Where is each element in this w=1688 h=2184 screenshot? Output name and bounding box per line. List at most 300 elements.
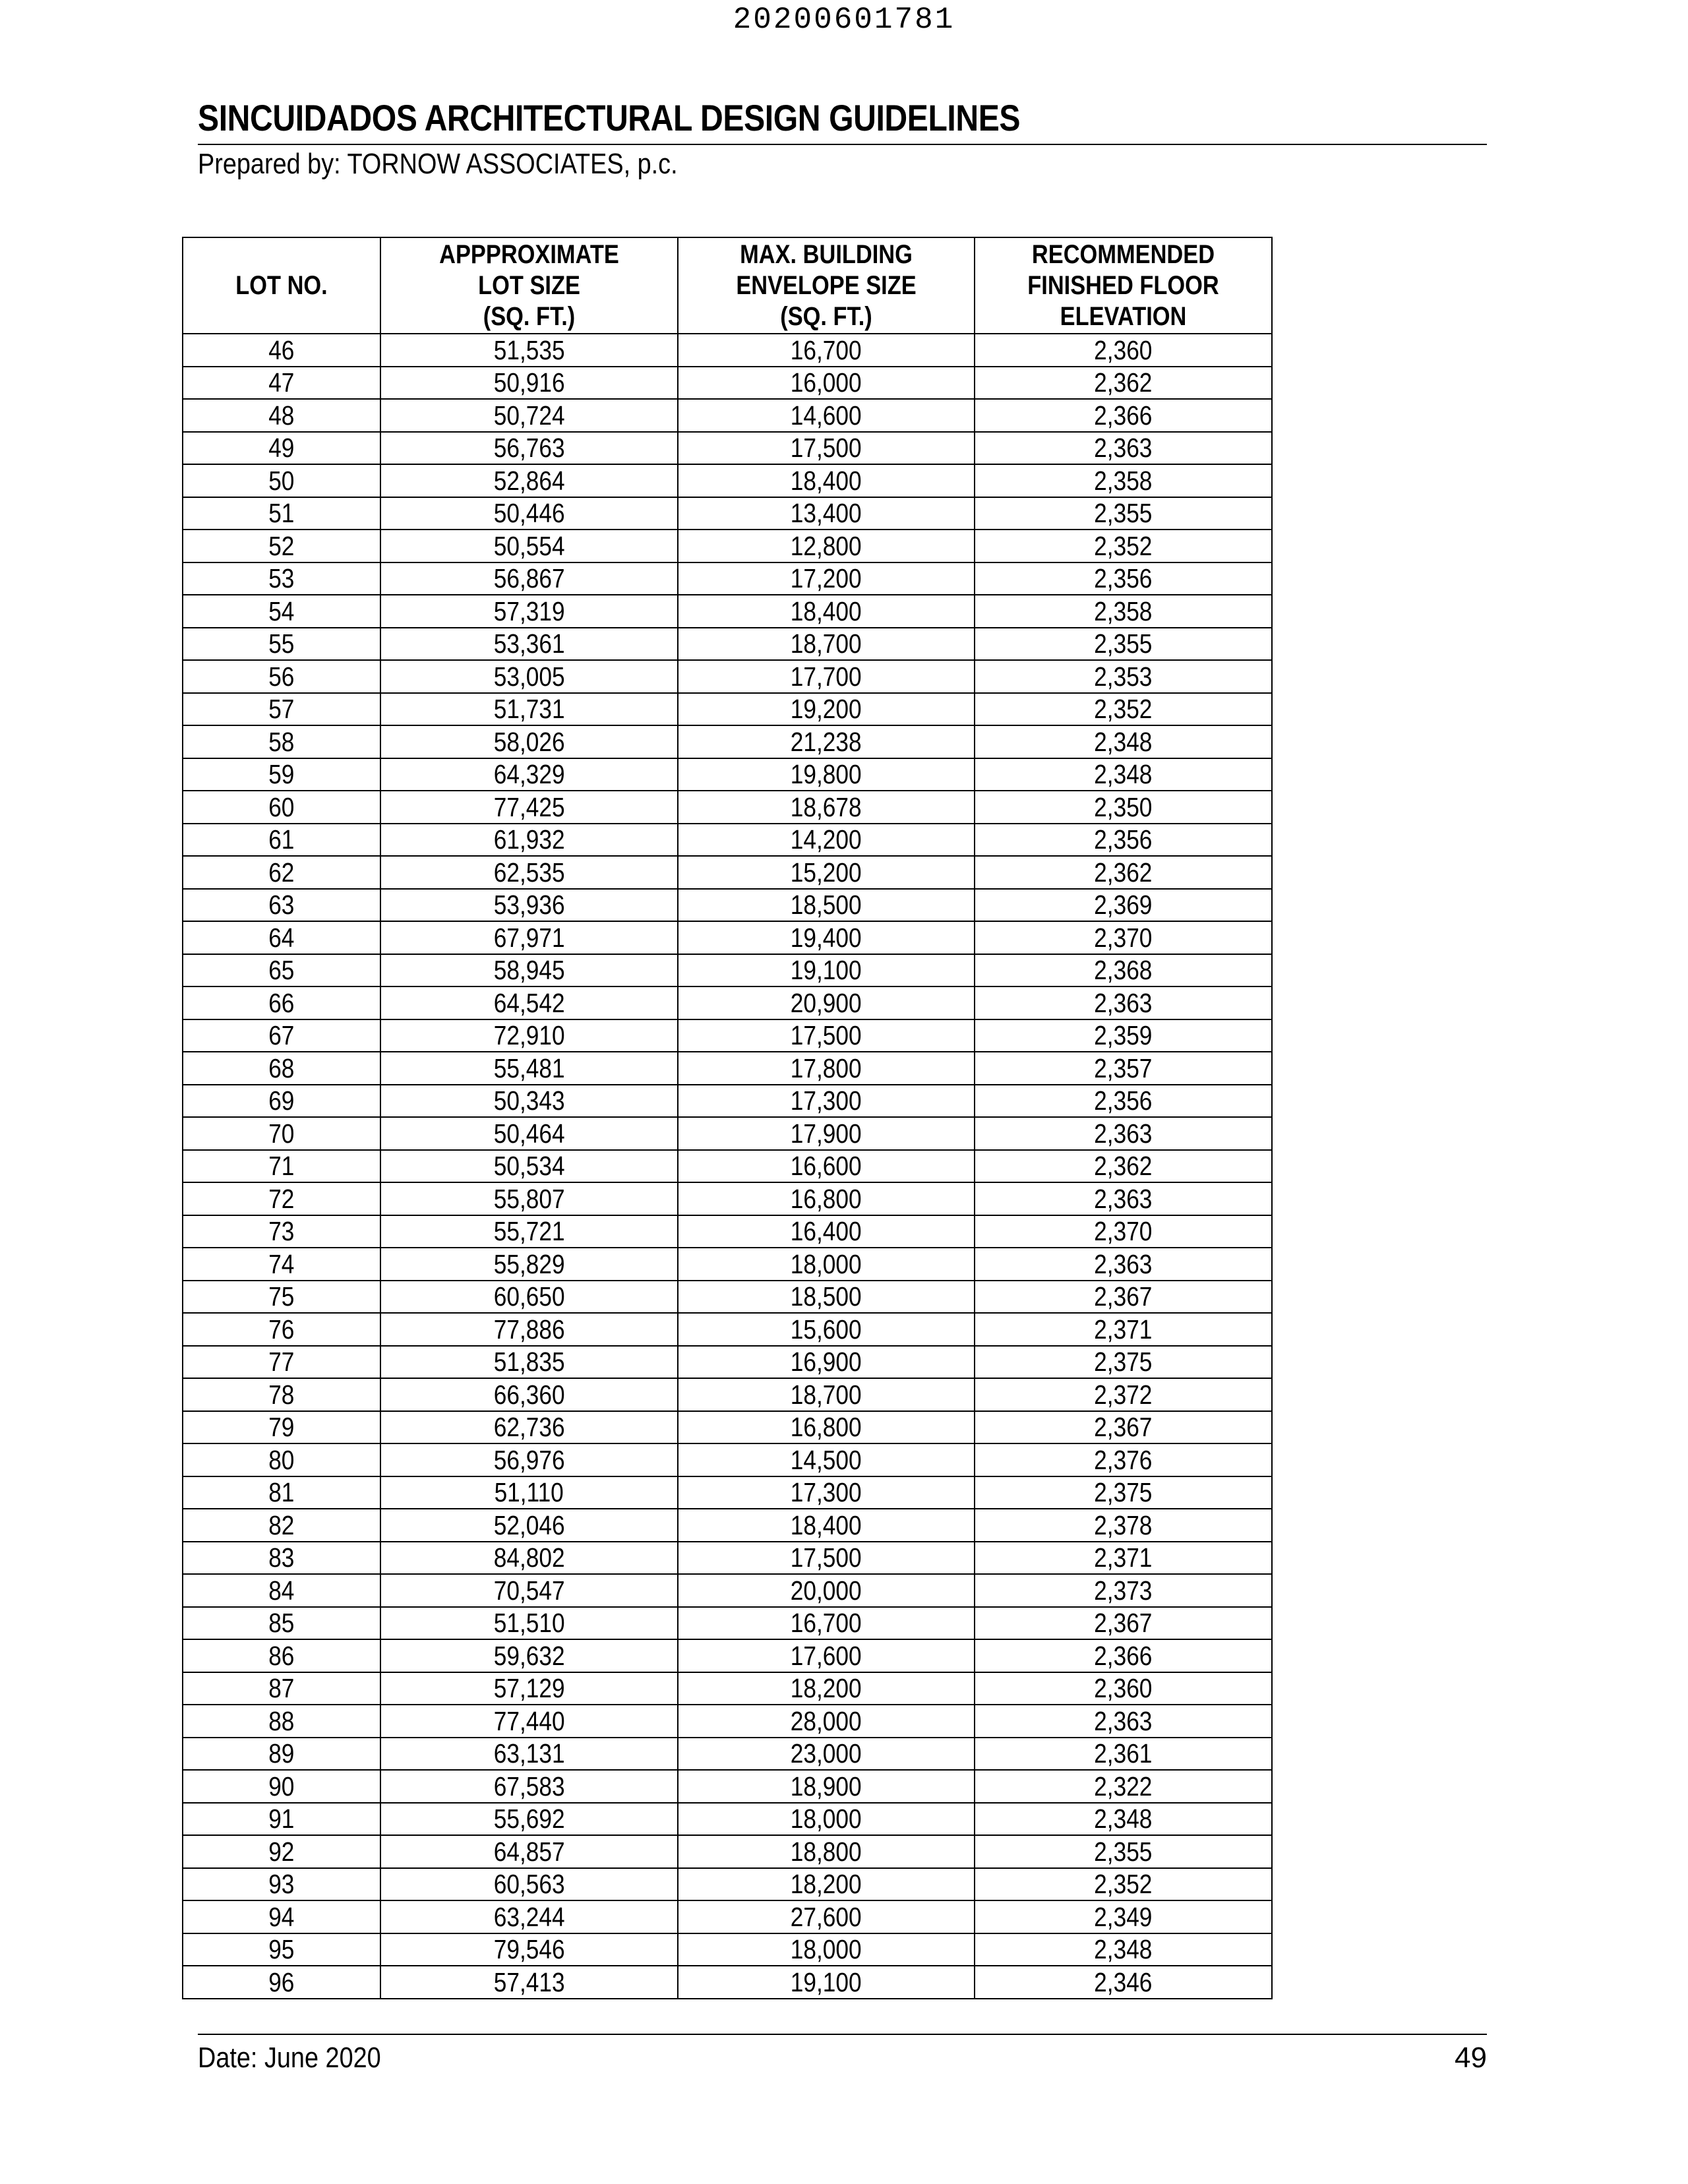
cell-text: 66 (268, 987, 295, 1018)
table-row (183, 1215, 1272, 1248)
cell-text: 54 (268, 595, 295, 626)
cell-text: 15,600 (791, 1314, 862, 1345)
cell-text: 17,800 (791, 1052, 862, 1083)
cell-envelope-size (678, 1150, 975, 1183)
cell-envelope-size (678, 1052, 975, 1085)
cell-text: 55,481 (493, 1052, 565, 1083)
cell-text: 60 (268, 791, 295, 822)
cell-envelope-size (678, 1835, 975, 1868)
cell-lot-size (380, 334, 678, 367)
header-line: LOT SIZE (478, 270, 580, 300)
cell-text: 66,360 (493, 1379, 565, 1410)
table-row (183, 1117, 1272, 1150)
cell-floor-elevation (975, 530, 1272, 562)
cell-envelope-size (678, 1542, 975, 1575)
cell-text: 2,376 (1094, 1444, 1153, 1475)
cell-envelope-size (678, 399, 975, 432)
cell-text: 2,357 (1094, 1052, 1153, 1083)
cell-text: 2,360 (1094, 1673, 1153, 1704)
cell-lot-no (183, 856, 380, 889)
cell-lot-size (380, 628, 678, 661)
table-row (183, 1509, 1272, 1542)
cell-text: 50,343 (493, 1085, 565, 1116)
cell-envelope-size (678, 1933, 975, 1966)
cell-text: 63,131 (493, 1738, 565, 1769)
cell-text: 19,400 (791, 922, 862, 953)
cell-text: 93 (268, 1869, 295, 1900)
cell-text: 81 (268, 1477, 295, 1508)
cell-lot-no (183, 1346, 380, 1379)
cell-text: 2,353 (1094, 661, 1153, 692)
cell-lot-no (183, 530, 380, 562)
cell-envelope-size (678, 432, 975, 465)
cell-envelope-size (678, 497, 975, 530)
cell-text: 17,600 (791, 1640, 862, 1671)
header-line: (SQ. FT.) (780, 301, 872, 331)
table-row (183, 1281, 1272, 1314)
cell-floor-elevation (975, 986, 1272, 1019)
cell-text: 67,971 (493, 922, 565, 953)
table-row (183, 1672, 1272, 1705)
cell-text: 62,736 (493, 1412, 565, 1443)
table-row (183, 1607, 1272, 1640)
table-row (183, 954, 1272, 987)
cell-text: 84,802 (493, 1542, 565, 1573)
table-row (183, 464, 1272, 497)
cell-text: 13,400 (791, 498, 862, 529)
cell-text: 16,700 (791, 1608, 862, 1639)
cell-text: 2,346 (1094, 1966, 1153, 1997)
cell-envelope-size (678, 530, 975, 562)
cell-text: 94 (268, 1901, 295, 1932)
cell-floor-elevation (975, 1966, 1272, 1999)
cell-lot-no (183, 758, 380, 791)
cell-text: 50,724 (493, 400, 565, 431)
cell-text: 2,375 (1094, 1477, 1153, 1508)
column-header-lot-no (183, 237, 380, 334)
cell-lot-size (380, 1150, 678, 1183)
cell-floor-elevation (975, 1574, 1272, 1607)
cell-text: 52,864 (493, 465, 565, 496)
cell-lot-size (380, 1933, 678, 1966)
table-row (183, 986, 1272, 1019)
cell-envelope-size (678, 856, 975, 889)
cell-text: 51,110 (494, 1477, 564, 1508)
cell-text: 70,547 (493, 1575, 565, 1606)
table-row (183, 1443, 1272, 1476)
cell-floor-elevation (975, 1117, 1272, 1150)
cell-floor-elevation (975, 595, 1272, 628)
cell-floor-elevation (975, 464, 1272, 497)
cell-lot-no (183, 399, 380, 432)
table-row (183, 1052, 1272, 1085)
cell-lot-size (380, 1215, 678, 1248)
cell-text: 2,363 (1094, 1183, 1153, 1214)
cell-text: 51,835 (493, 1347, 565, 1378)
cell-lot-no (183, 725, 380, 758)
cell-text: 18,800 (791, 1836, 862, 1867)
cell-text: 51 (268, 498, 295, 529)
cell-text: 53,005 (493, 661, 565, 692)
cell-text: 2,363 (1094, 433, 1153, 464)
cell-envelope-size (678, 1770, 975, 1803)
cell-text: 17,700 (791, 661, 862, 692)
cell-floor-elevation (975, 367, 1272, 400)
cell-lot-size (380, 399, 678, 432)
header-line: LOT NO. (235, 270, 328, 300)
cell-lot-size (380, 1835, 678, 1868)
cell-lot-no (183, 367, 380, 400)
cell-floor-elevation (975, 1509, 1272, 1542)
cell-lot-size (380, 1509, 678, 1542)
column-header-envelope-size (678, 237, 975, 334)
cell-floor-elevation (975, 1672, 1272, 1705)
cell-lot-size (380, 1019, 678, 1052)
cell-envelope-size (678, 1900, 975, 1933)
cell-lot-size (380, 497, 678, 530)
cell-text: 2,370 (1094, 922, 1153, 953)
cell-lot-size (380, 1411, 678, 1444)
cell-lot-size (380, 1868, 678, 1901)
header-line: APPPROXIMATE (439, 239, 619, 269)
cell-text: 74 (268, 1248, 295, 1279)
cell-text: 2,362 (1094, 857, 1153, 888)
cell-text: 18,500 (791, 1281, 862, 1312)
cell-text: 72,910 (493, 1020, 565, 1051)
table-row (183, 824, 1272, 857)
cell-text: 64,857 (493, 1836, 565, 1867)
cell-lot-no (183, 1574, 380, 1607)
cell-envelope-size (678, 334, 975, 367)
cell-lot-size (380, 1607, 678, 1640)
cell-lot-size (380, 1117, 678, 1150)
cell-floor-elevation (975, 1052, 1272, 1085)
cell-text: 56,976 (493, 1444, 565, 1475)
cell-text: 58,026 (493, 726, 565, 757)
cell-text: 76 (268, 1314, 295, 1345)
cell-lot-no (183, 1019, 380, 1052)
table-row (183, 367, 1272, 400)
cell-floor-elevation (975, 1639, 1272, 1672)
cell-lot-no (183, 791, 380, 824)
lot-table (182, 237, 1273, 1999)
cell-text: 16,600 (791, 1151, 862, 1182)
cell-envelope-size (678, 954, 975, 987)
cell-lot-size (380, 1281, 678, 1314)
cell-text: 86 (268, 1640, 295, 1671)
cell-text: 88 (268, 1705, 295, 1736)
cell-envelope-size (678, 1346, 975, 1379)
cell-text: 50,534 (493, 1151, 565, 1182)
cell-text: 2,371 (1094, 1542, 1153, 1573)
cell-text: 28,000 (791, 1705, 862, 1736)
cell-lot-no (183, 1738, 380, 1771)
cell-lot-size (380, 1346, 678, 1379)
cell-text: 65 (268, 955, 295, 986)
cell-text: 67,583 (493, 1771, 565, 1802)
cell-text: 52 (268, 530, 295, 561)
cell-lot-no (183, 954, 380, 987)
cell-floor-elevation (975, 1215, 1272, 1248)
cell-text: 85 (268, 1608, 295, 1639)
cell-floor-elevation (975, 497, 1272, 530)
cell-text: 2,367 (1094, 1281, 1153, 1312)
cell-text: 69 (268, 1085, 295, 1116)
cell-lot-size (380, 1574, 678, 1607)
cell-envelope-size (678, 1215, 975, 1248)
cell-text: 2,363 (1094, 1118, 1153, 1149)
cell-text: 2,356 (1094, 824, 1153, 855)
cell-text: 57,319 (493, 595, 565, 626)
cell-lot-no (183, 464, 380, 497)
cell-envelope-size (678, 1085, 975, 1118)
cell-lot-no (183, 1215, 380, 1248)
cell-text: 17,500 (791, 1542, 862, 1573)
cell-text: 75 (268, 1281, 295, 1312)
cell-lot-no (183, 1607, 380, 1640)
cell-floor-elevation (975, 1182, 1272, 1215)
table-row (183, 1411, 1272, 1444)
cell-text: 2,373 (1094, 1575, 1153, 1606)
cell-envelope-size (678, 1117, 975, 1150)
table-row (183, 758, 1272, 791)
cell-text: 12,800 (791, 530, 862, 561)
cell-floor-elevation (975, 889, 1272, 922)
cell-text: 58 (268, 726, 295, 757)
cell-lot-no (183, 1835, 380, 1868)
cell-text: 2,367 (1094, 1412, 1153, 1443)
cell-lot-size (380, 367, 678, 400)
cell-text: 18,400 (791, 465, 862, 496)
cell-envelope-size (678, 1639, 975, 1672)
cell-text: 73 (268, 1216, 295, 1247)
table-row (183, 334, 1272, 367)
cell-floor-elevation (975, 1900, 1272, 1933)
cell-text: 2,361 (1094, 1738, 1153, 1769)
cell-text: 67 (268, 1020, 295, 1051)
cell-text: 17,300 (791, 1085, 862, 1116)
cell-text: 89 (268, 1738, 295, 1769)
cell-text: 91 (268, 1804, 295, 1835)
cell-floor-elevation (975, 432, 1272, 465)
table-row (183, 1835, 1272, 1868)
cell-lot-size (380, 954, 678, 987)
cell-text: 55,692 (493, 1804, 565, 1835)
cell-lot-size (380, 595, 678, 628)
footer-divider (198, 2034, 1487, 2035)
page-number: 49 (1455, 2042, 1487, 2074)
cell-text: 78 (268, 1379, 295, 1410)
cell-floor-elevation (975, 1150, 1272, 1183)
cell-text: 77,425 (493, 791, 565, 822)
cell-text: 2,349 (1094, 1901, 1153, 1932)
cell-text: 79,546 (493, 1934, 565, 1965)
cell-lot-size (380, 464, 678, 497)
table-row (183, 628, 1272, 661)
cell-envelope-size (678, 921, 975, 954)
cell-text: 17,300 (791, 1477, 862, 1508)
cell-text: 53,361 (493, 628, 565, 659)
table-row (183, 1868, 1272, 1901)
cell-text: 52,046 (493, 1509, 565, 1540)
cell-text: 27,600 (791, 1901, 862, 1932)
cell-text: 79 (268, 1412, 295, 1443)
cell-lot-no (183, 1443, 380, 1476)
cell-envelope-size (678, 1443, 975, 1476)
cell-envelope-size (678, 889, 975, 922)
cell-text: 59 (268, 759, 295, 790)
cell-floor-elevation (975, 921, 1272, 954)
cell-text: 2,360 (1094, 334, 1153, 365)
cell-text: 2,367 (1094, 1608, 1153, 1639)
cell-floor-elevation (975, 758, 1272, 791)
cell-envelope-size (678, 758, 975, 791)
cell-text: 16,900 (791, 1347, 862, 1378)
cell-text: 2,356 (1094, 563, 1153, 594)
cell-floor-elevation (975, 562, 1272, 595)
cell-lot-no (183, 1476, 380, 1509)
cell-text: 23,000 (791, 1738, 862, 1769)
cell-lot-size (380, 1705, 678, 1738)
cell-text: 21,238 (791, 726, 862, 757)
cell-lot-size (380, 1639, 678, 1672)
cell-text: 14,200 (791, 824, 862, 855)
cell-envelope-size (678, 562, 975, 595)
table-row (183, 562, 1272, 595)
cell-text: 51,510 (493, 1608, 565, 1639)
cell-lot-size (380, 856, 678, 889)
cell-floor-elevation (975, 1705, 1272, 1738)
cell-text: 20,900 (791, 987, 862, 1018)
cell-floor-elevation (975, 1248, 1272, 1281)
header-line: MAX. BUILDING (740, 239, 913, 269)
cell-text: 14,500 (791, 1444, 862, 1475)
cell-text: 92 (268, 1836, 295, 1867)
cell-text: 19,800 (791, 759, 862, 790)
cell-lot-size (380, 1378, 678, 1411)
cell-text: 19,200 (791, 694, 862, 725)
cell-text: 2,362 (1094, 367, 1153, 398)
cell-text: 96 (268, 1966, 295, 1997)
cell-lot-no (183, 1411, 380, 1444)
header-line: ELEVATION (1060, 301, 1187, 331)
cell-lot-size (380, 986, 678, 1019)
cell-lot-size (380, 660, 678, 693)
cell-text: 2,322 (1094, 1771, 1153, 1802)
cell-lot-no (183, 1672, 380, 1705)
cell-text: 17,500 (791, 433, 862, 464)
table-row (183, 1085, 1272, 1118)
cell-text: 64 (268, 922, 295, 953)
cell-text: 18,000 (791, 1248, 862, 1279)
cell-lot-size (380, 1085, 678, 1118)
cell-lot-no (183, 432, 380, 465)
table-row (183, 725, 1272, 758)
table-row (183, 1346, 1272, 1379)
cell-text: 20,000 (791, 1575, 862, 1606)
cell-envelope-size (678, 1378, 975, 1411)
cell-text: 15,200 (791, 857, 862, 888)
cell-text: 60,650 (493, 1281, 565, 1312)
cell-floor-elevation (975, 1019, 1272, 1052)
cell-lot-no (183, 1705, 380, 1738)
cell-lot-no (183, 1639, 380, 1672)
cell-lot-no (183, 1900, 380, 1933)
cell-lot-size (380, 1738, 678, 1771)
cell-floor-elevation (975, 1738, 1272, 1771)
cell-text: 47 (268, 367, 295, 398)
cell-envelope-size (678, 1248, 975, 1281)
table-header-row (183, 237, 1272, 334)
cell-text: 2,348 (1094, 1934, 1153, 1965)
cell-envelope-size (678, 1672, 975, 1705)
cell-text: 64,329 (493, 759, 565, 790)
cell-envelope-size (678, 1313, 975, 1346)
cell-floor-elevation (975, 1803, 1272, 1836)
cell-text: 2,356 (1094, 1085, 1153, 1116)
cell-text: 71 (268, 1151, 295, 1182)
cell-lot-size (380, 725, 678, 758)
header-line: ENVELOPE SIZE (736, 270, 917, 300)
cell-text: 83 (268, 1542, 295, 1573)
cell-text: 2,371 (1094, 1314, 1153, 1345)
table-row (183, 693, 1272, 726)
cell-lot-no (183, 1117, 380, 1150)
cell-floor-elevation (975, 660, 1272, 693)
cell-text: 2,350 (1094, 791, 1153, 822)
cell-lot-no (183, 921, 380, 954)
cell-text: 57,413 (493, 1966, 565, 1997)
cell-text: 55,807 (493, 1183, 565, 1214)
cell-floor-elevation (975, 856, 1272, 889)
table-row (183, 497, 1272, 530)
cell-text: 14,600 (791, 400, 862, 431)
cell-text: 61,932 (493, 824, 565, 855)
cell-lot-no (183, 824, 380, 857)
cell-text: 2,352 (1094, 530, 1153, 561)
cell-envelope-size (678, 1738, 975, 1771)
cell-text: 19,100 (791, 955, 862, 986)
cell-lot-no (183, 1052, 380, 1085)
cell-lot-no (183, 1770, 380, 1803)
cell-text: 82 (268, 1509, 295, 1540)
cell-text: 2,366 (1094, 400, 1153, 431)
cell-lot-size (380, 921, 678, 954)
cell-text: 51,731 (493, 694, 565, 725)
cell-lot-size (380, 1248, 678, 1281)
cell-lot-size (380, 1770, 678, 1803)
table-row (183, 1542, 1272, 1575)
cell-text: 17,200 (791, 563, 862, 594)
cell-text: 2,369 (1094, 890, 1153, 921)
cell-text: 50,554 (493, 530, 565, 561)
cell-floor-elevation (975, 1085, 1272, 1118)
cell-floor-elevation (975, 1411, 1272, 1444)
cell-text: 46 (268, 334, 295, 365)
cell-text: 56 (268, 661, 295, 692)
cell-text: 18,200 (791, 1869, 862, 1900)
cell-text: 2,363 (1094, 1705, 1153, 1736)
cell-text: 19,100 (791, 1966, 862, 1997)
cell-envelope-size (678, 1411, 975, 1444)
cell-text: 53 (268, 563, 295, 594)
cell-lot-size (380, 1672, 678, 1705)
cell-lot-no (183, 1868, 380, 1901)
cell-lot-size (380, 1803, 678, 1836)
cell-text: 50 (268, 465, 295, 496)
cell-envelope-size (678, 595, 975, 628)
table-row (183, 1900, 1272, 1933)
